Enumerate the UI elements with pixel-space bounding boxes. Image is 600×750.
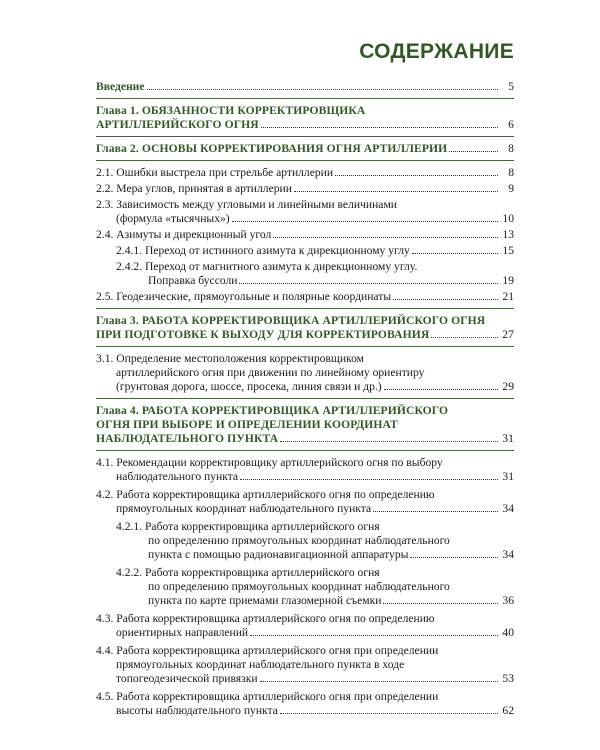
section-separator <box>96 450 514 451</box>
toc-entry-2-4-1[interactable] <box>96 244 514 258</box>
toc-entry-text: НАБЛЮДАТЕЛЬНОГО ПУНКТА <box>96 432 279 445</box>
toc-page-number: 13 <box>502 228 514 241</box>
dot-leader <box>147 89 498 90</box>
toc-entry-text: по определению прямоугольных координат наблюдательного <box>148 534 450 547</box>
toc-page-number: 53 <box>502 672 514 685</box>
dot-leader <box>384 389 498 390</box>
toc-page-number: 10 <box>502 212 514 225</box>
dot-leader <box>449 151 498 152</box>
dot-leader <box>431 337 498 338</box>
toc-page-number: 9 <box>508 182 514 195</box>
toc-entry-text: 4.5. Работа корректировщика артиллерийского огня при определении <box>96 690 439 703</box>
dot-leader <box>240 479 498 480</box>
toc-entry-text: 2.5. Геодезические, прямоугольные и полярные координаты <box>96 290 392 303</box>
section-separator <box>96 308 514 309</box>
dot-leader <box>412 253 498 254</box>
toc-entry-text: прямоугольных координат наблюдательного пункта в ходе <box>116 658 405 671</box>
toc-entry-text: Введение <box>96 80 145 93</box>
toc-entry-chapter-4[interactable] <box>96 404 514 446</box>
toc-entry-text: Глава 4. РАБОТА КОРРЕКТИРОВЩИКА АРТИЛЛЕРИЙСКОГО <box>96 404 449 417</box>
page-title: СОДЕРЖАНИЕ <box>359 40 514 63</box>
toc-entry-text: 4.2. Работа корректировщика артиллерийского огня по определению <box>96 488 435 501</box>
toc-page-number: 6 <box>508 118 514 131</box>
toc-entry-text: пункта с помощью радионавигационной аппаратуры <box>148 548 409 561</box>
toc-entry-4-2-1[interactable] <box>96 520 514 562</box>
toc-entry-text: 4.4. Работа корректировщика артиллерийского огня при определении <box>96 644 439 657</box>
section-separator <box>96 346 514 347</box>
toc-entry-text: 2.4.1. Переход от истинного азимута к дирекционному углу <box>116 244 410 257</box>
toc-page-number: 34 <box>502 502 514 515</box>
toc-page-number: 5 <box>508 80 514 93</box>
toc-entry-2-3[interactable] <box>96 198 514 226</box>
toc-entry-2-5[interactable] <box>96 290 514 304</box>
toc-page-number: 34 <box>502 548 514 561</box>
toc-entry-text: Глава 1. ОБЯЗАННОСТИ КОРРЕКТИРОВЩИКА <box>96 104 366 117</box>
toc-entry-text: топогеодезической привязки <box>116 672 258 685</box>
toc-entry-4-5[interactable] <box>96 690 514 718</box>
table-of-contents <box>96 80 514 718</box>
toc-entry-text: Поправка буссоли <box>148 274 238 287</box>
toc-page-number: 8 <box>508 142 514 155</box>
toc-entry-text: прямоугольных координат наблюдательного пункта <box>116 502 372 515</box>
toc-page-number: 15 <box>502 244 514 257</box>
section-separator <box>96 98 514 99</box>
toc-entry-intro[interactable] <box>96 80 514 94</box>
toc-entry-text: 2.4.2. Переход от магнитного азимута к дирекционному углу. <box>116 260 418 273</box>
toc-entry-4-2-2[interactable] <box>96 566 514 608</box>
dot-leader <box>410 557 498 558</box>
toc-entry-text: 2.1. Ошибки выстрела при стрельбе артиллерии <box>96 166 334 179</box>
toc-page-number: 21 <box>502 290 514 303</box>
dot-leader <box>335 175 498 176</box>
section-separator <box>96 160 514 161</box>
toc-entry-2-4-2[interactable] <box>96 260 514 288</box>
section-separator <box>96 136 514 137</box>
toc-entry-2-2[interactable] <box>96 182 514 196</box>
toc-entry-2-1[interactable] <box>96 166 514 180</box>
dot-leader <box>232 221 498 222</box>
dot-leader <box>373 511 498 512</box>
toc-entry-text: (грунтовая дорога, шоссе, просека, линия связи и др.) <box>116 380 382 393</box>
toc-entry-text: Глава 2. ОСНОВЫ КОРРЕКТИРОВАНИЯ ОГНЯ АРТИЛЛЕРИИ <box>96 142 448 155</box>
toc-page-number: 62 <box>502 704 514 717</box>
toc-entry-text: 2.2. Мера углов, принятая в артиллерии <box>96 182 292 195</box>
toc-entry-text: 2.3. Зависимость между угловыми и линейными величинами <box>96 198 397 211</box>
toc-entry-4-2[interactable] <box>96 488 514 516</box>
dot-leader <box>273 237 498 238</box>
toc-entry-4-4[interactable] <box>96 644 514 686</box>
toc-entry-text: 4.1. Рекомендации корректировщику артиллерийского огня по выбору <box>96 456 443 469</box>
dot-leader <box>261 127 498 128</box>
toc-entry-text: высоты наблюдательного пункта <box>116 704 278 717</box>
toc-entry-text: (формула «тысячных») <box>116 212 230 225</box>
dot-leader <box>280 713 498 714</box>
toc-entry-text: Глава 3. РАБОТА КОРРЕКТИРОВЩИКА АРТИЛЛЕРИЙСКОГО ОГНЯ <box>96 314 486 327</box>
dot-leader <box>280 441 498 442</box>
dot-leader <box>250 635 498 636</box>
toc-entry-4-3[interactable] <box>96 612 514 640</box>
toc-entry-text: ОГНЯ ПРИ ВЫБОРЕ И ОПРЕДЕЛЕНИИ КООРДИНАТ <box>96 418 398 431</box>
toc-entry-text: 4.3. Работа корректировщика артиллерийского огня по определению <box>96 612 435 625</box>
toc-page-number: 19 <box>502 274 514 287</box>
toc-entry-text: артиллерийского огня при движении по линейному ориентиру <box>116 366 425 379</box>
toc-page-number: 27 <box>502 328 514 341</box>
toc-entry-text: по определению прямоугольных координат наблюдательного <box>148 580 450 593</box>
toc-entry-2-4[interactable] <box>96 228 514 242</box>
dot-leader <box>294 191 498 192</box>
toc-entry-4-1[interactable] <box>96 456 514 484</box>
toc-entry-text: 3.1. Определение местоположения корректировщиком <box>96 352 364 365</box>
toc-page-number: 31 <box>502 470 514 483</box>
toc-entry-text: АРТИЛЛЕРИЙСКОГО ОГНЯ <box>96 118 259 131</box>
toc-entry-chapter-2[interactable] <box>96 142 514 156</box>
toc-page-number: 36 <box>502 594 514 607</box>
toc-entry-chapter-3[interactable] <box>96 314 514 342</box>
dot-leader <box>239 283 498 284</box>
toc-entry-text: ориентирных направлений <box>116 626 249 639</box>
section-separator <box>96 398 514 399</box>
toc-entry-text: пункта по карте приемами глазомерной съемки <box>148 594 382 607</box>
toc-page-number: 8 <box>508 166 514 179</box>
toc-entry-text: наблюдательного пункта <box>116 470 239 483</box>
toc-entry-text: 4.2.2. Работа корректировщика артиллерийского огня <box>116 566 380 579</box>
toc-page-number: 29 <box>502 380 514 393</box>
toc-entry-chapter-1[interactable] <box>96 104 514 132</box>
dot-leader <box>393 299 498 300</box>
dot-leader <box>260 681 498 682</box>
toc-entry-text: 2.4. Азимуты и дирекционный угол <box>96 228 272 241</box>
toc-page-number: 40 <box>502 626 514 639</box>
toc-page-number: 31 <box>502 432 514 445</box>
toc-entry-text: ПРИ ПОДГОТОВКЕ К ВЫХОДУ ДЛЯ КОРРЕКТИРОВАНИЯ <box>96 328 430 341</box>
toc-entry-text: 4.2.1. Работа корректировщика артиллерийского огня <box>116 520 380 533</box>
toc-entry-3-1[interactable] <box>96 352 514 394</box>
dot-leader <box>383 603 498 604</box>
